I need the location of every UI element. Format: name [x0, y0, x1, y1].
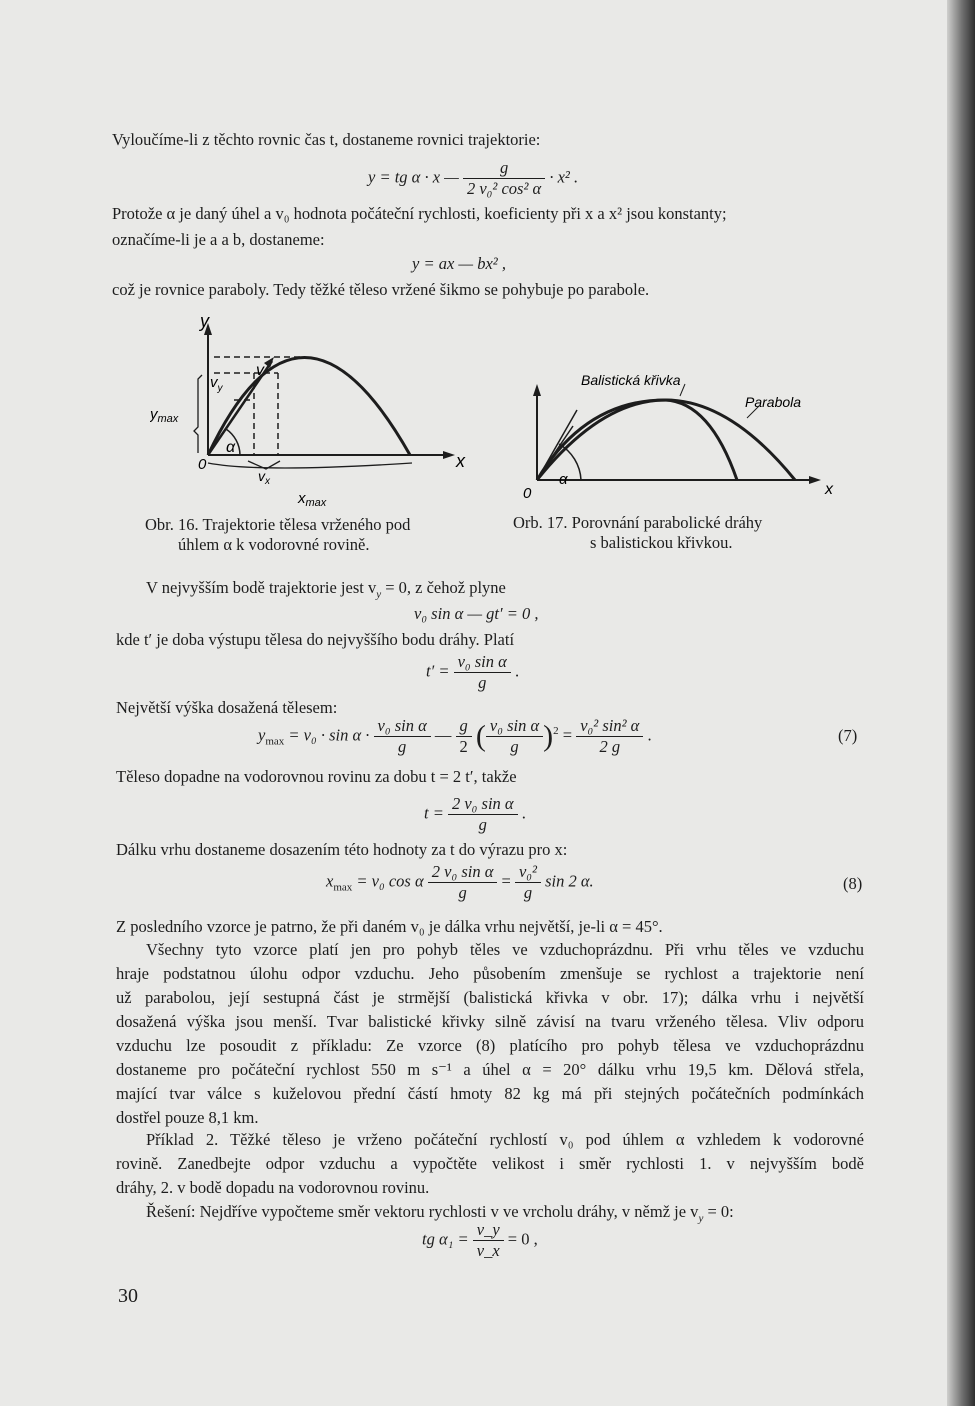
fig17-x-arrow — [809, 476, 821, 484]
fig17-label-alpha: α — [559, 471, 568, 488]
figure-17-caption-line-1: Orb. 17. Porovnání parabolické dráhy — [513, 513, 763, 532]
fig17-ballistic-pointer — [680, 384, 685, 396]
fig16-label-ymax: $y_{max}$ — [150, 406, 179, 425]
fig16-label-vx: $v_x$ — [258, 468, 270, 487]
equation-tg-alpha: tg α₁ = $\frac{v\_y}{v\_x}$ = 0 , — [422, 1220, 538, 1260]
eq-traj-left: y = tg α · x — — [368, 167, 459, 187]
paragraph-air-resistance-line-7: mající tvar válce s kuželovou přední částí hmoty 82 kg má při stejných počátečních podmínkách — [116, 1084, 864, 1103]
paragraph-max-height: Největší výška dosažená tělesem: — [116, 698, 338, 717]
page-number: 30 — [118, 1285, 138, 1307]
fig17-y-arrow — [533, 384, 541, 396]
equation-8-number: (8) — [843, 874, 863, 893]
example-2-line-1: Příklad 2. Těžké těleso je vrženo počáteční rychlostí v₀ pod úhlem α vzhledem k vodorovné — [146, 1130, 864, 1149]
figure-17-comparison — [515, 360, 840, 510]
equation-8-xmax: $x_{max} = v_0$ cos α $\frac{\text{2 v₀ sin α}}{g}$ = $\frac{\text{v₀²}}{g}$ sin 2 α. — [326, 862, 594, 902]
equation-flight-time: t = $\frac{\text{2 v₀ sin α}}{g}$ . — [424, 794, 526, 834]
paragraph-air-resistance-line-8: dostřel pouze 8,1 km. — [116, 1108, 259, 1127]
equation-trajectory — [368, 158, 578, 199]
paragraph-air-resistance-line-2: hraje podstatnou úlohu odpor vzduchu. Jeho působením zmenšuje se rychlost a trajektorie není — [116, 964, 864, 983]
eq-traj-den: 2 v₀² cos² α — [466, 179, 542, 198]
paragraph-constants-1: Protože α je daný úhel a v₀ hodnota počáteční rychlosti, koeficienty při x a x² jsou konstanty; — [112, 204, 727, 223]
fig17-label-parabola: Parabola — [745, 394, 802, 410]
fig17-label-x: x — [825, 481, 833, 498]
paragraph-range: Dálku vrhu dostaneme dosazením této hodnoty za t do výrazu pro x: — [116, 840, 568, 859]
example-2-line-3: dráhy, 2. v bodě dopadu na vodorovnou rovinu. — [116, 1178, 430, 1197]
fig16-label-alpha: α — [226, 439, 236, 456]
eq-traj-right: · x² . — [549, 167, 579, 187]
fig16-x-arrow — [443, 451, 455, 459]
paragraph-highest-point: V nejvyšším bodě trajektorie jest $v_y = 0$, z čehož plyne — [146, 578, 506, 601]
paragraph-air-resistance-line-3: už parabolou, její sestupná část je strmější (balistická křivka v obr. 17); dálka vrhu i největší — [116, 988, 864, 1007]
fig16-ymax-brace — [194, 375, 202, 453]
paragraph-air-resistance-line-1: Všechny tyto vzorce platí jen pro pohyb těles ve vzduchoprázdnu. Při vrhu těles ve vzduchu — [146, 940, 864, 959]
fig16-label-v: v — [256, 362, 264, 379]
equation-7-ymax: $y_{max} = v_0 \cdot \sin \alpha$ · $\frac{\text{v₀ sin α}}{g}$ — $\frac{g}{2}$ ( $\frac{\text{v₀ sin α}}{g}$ )$^2$ = $\frac{\text{v₀² sin² α}}{2 g}$ . — [258, 716, 652, 756]
equation-t-prime: t′ = $\frac{\text{v₀ sin α}}{g}$ . — [426, 652, 520, 692]
paragraph-constants-2: označíme-li je a a b, dostaneme: — [112, 230, 325, 249]
paragraph-air-resistance-line-6: dostaneme pro počáteční rychlost 550 m s⁻¹ a úhel α = 20° dálku vrhu 19,5 km. Dělová střela, — [116, 1060, 864, 1079]
equation-7-number: (7) — [838, 726, 858, 745]
paragraph-intro: Vyloučíme-li z těchto rovnic čas t, dostaneme rovnici trajektorie: — [112, 130, 541, 149]
fig16-label-0: 0 — [198, 456, 207, 473]
fig16-label-x: x — [456, 451, 465, 471]
fig16-label-y: y — [200, 311, 209, 331]
paragraph-max-range-45: Z posledního vzorce je patrno, že při daném v₀ je dálka vrhu největší, je-li α = 45°. — [116, 917, 663, 936]
fig17-label-0: 0 — [523, 485, 532, 502]
page-edge-shadow — [947, 0, 975, 1406]
figure-17-caption-line-2: s balistickou křivkou. — [590, 533, 733, 552]
paragraph-air-resistance-line-4: dosažená výška jsou menší. Tvar balistické křivky silně závisí na tvaru vrženého tělesa. Vliv odporu — [116, 1012, 864, 1031]
equation-top-velocity: v₀ sin α — gt′ = 0 , — [414, 604, 539, 623]
figure-16-caption-line-2: úhlem α k vodorovné rovině. — [178, 535, 370, 554]
solution-intro: Řešení: Nejdříve vypočteme směr vektoru rychlosti v ve vrcholu dráhy, v němž je $v_y = 0$: — [146, 1202, 734, 1225]
eq-traj-fraction — [463, 158, 545, 199]
paragraph-parabola: což je rovnice paraboly. Tedy těžké těleso vržené šikmo se pohybuje po parabole. — [112, 280, 650, 299]
example-2-line-2: rovině. Zanedbejte odpor vzduchu a vypočtěte velikost i směr rychlosti 1. v nejvyšším bodě — [116, 1154, 864, 1173]
fig16-label-vy: $v_y$ — [210, 374, 223, 394]
fig16-xmax-brace — [208, 463, 412, 468]
eq-traj-num: g — [463, 158, 545, 179]
fig16-parabola — [208, 358, 410, 456]
equation-parabola: y = ax — bx² , — [412, 254, 506, 273]
paragraph-time-to-top: kde t′ je doba výstupu tělesa do nejvyššího bodu dráhy. Platí — [116, 630, 515, 649]
figure-16-caption-line-1: Obr. 16. Trajektorie tělesa vrženého pod — [145, 515, 411, 534]
paragraph-landing-time: Těleso dopadne na vodorovnou rovinu za dobu t = 2 t′, takže — [116, 767, 517, 786]
paragraph-air-resistance-line-5: vzduchu lze posoudit z příkladu: Ze vzorce (8) platícího pro pohyb tělesa ve vzduchoprázdnu — [116, 1036, 864, 1055]
fig17-label-ballistic: Balistická křivka — [581, 372, 681, 388]
figure-16-trajectory — [150, 305, 480, 515]
fig17-ballistic-curve — [537, 400, 737, 480]
fig16-label-xmax: $x_{max}$ — [298, 490, 327, 509]
